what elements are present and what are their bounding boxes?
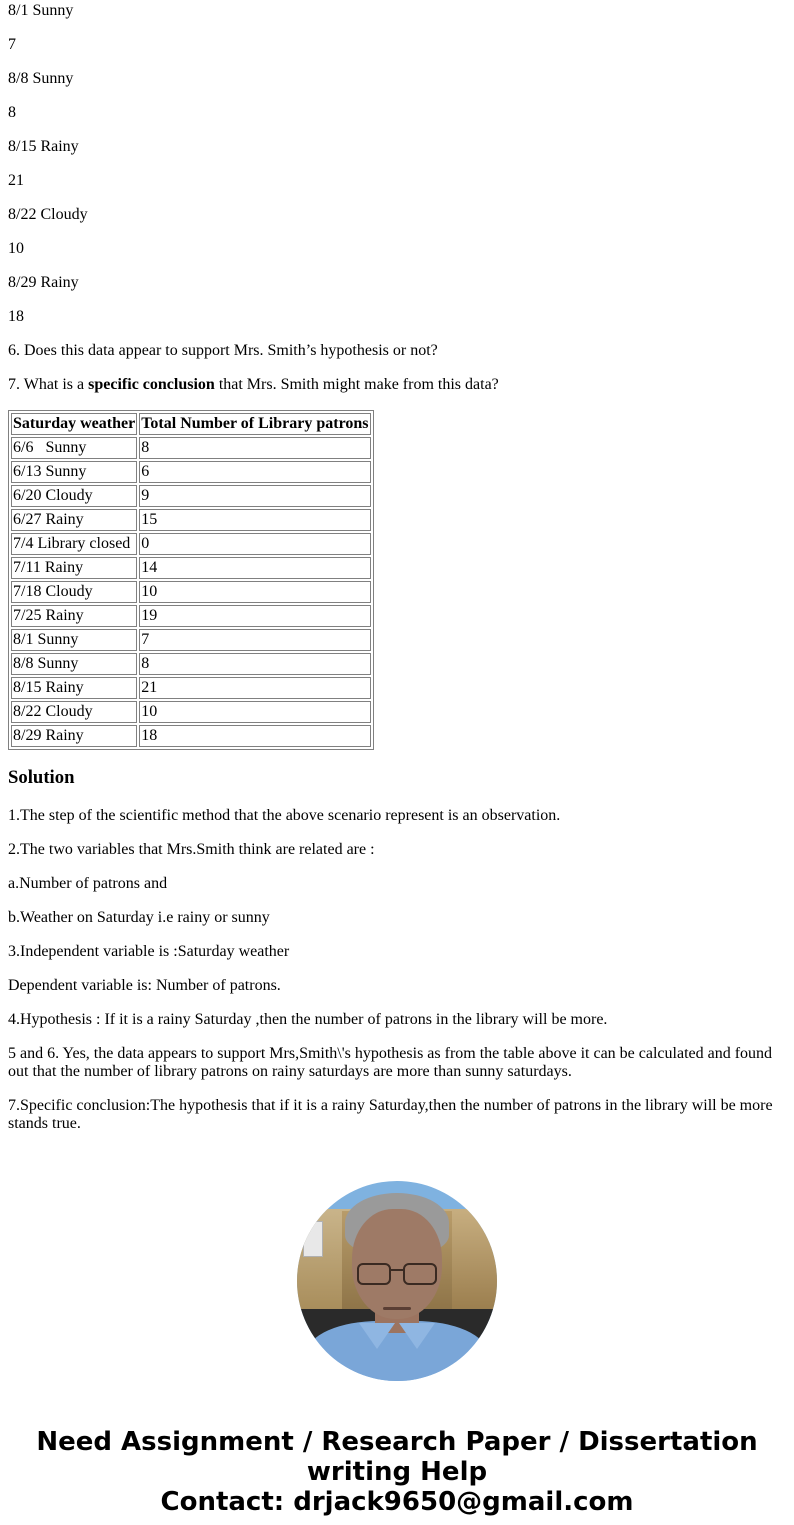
header-total-patrons: Total Number of Library patrons [139,413,370,435]
table-row [11,629,371,651]
patrons-table [8,410,374,750]
solution-paragraph: 5 and 6. Yes, the data appears to support Mrs,Smith\'s hypothesis as from the table above it can be calculated and found out that the number of library patrons on rainy saturdays are more than sunny saturdays. [8,1045,773,1080]
avatar [297,1181,497,1381]
cell-weather: 6/20 Cloudy [11,485,137,507]
question-7-prefix: 7. What is a [8,376,89,393]
table-header-row [11,413,371,435]
question-6: 6. Does this data appear to support Mrs. Smith’s hypothesis or not? [8,342,438,359]
document-body [0,2,794,1133]
cell-patrons: 8 [139,437,370,459]
table-row [11,533,371,555]
cell-patrons: 8 [139,653,370,675]
cell-patrons: 9 [139,485,370,507]
table-row [11,581,371,603]
cell-patrons: 7 [139,629,370,651]
cell-weather: 7/25 Rainy [11,605,137,627]
table-row [11,485,371,507]
cell-weather: 8/1 Sunny [11,629,137,651]
preamble-line: 7 [8,36,16,53]
cell-weather: 6/13 Sunny [11,461,137,483]
solution-paragraph: a.Number of patrons and [8,875,168,892]
cell-weather: 7/11 Rainy [11,557,137,579]
solution-paragraph: 1.The step of the scientific method that the above scenario represent is an observation. [8,807,561,824]
author-photo-container [0,1181,794,1381]
cell-weather: 6/27 Rainy [11,509,137,531]
question-7-emphasis: specific conclusion [88,376,215,393]
cell-patrons: 18 [139,725,370,747]
table-row [11,725,371,747]
cell-weather: 8/8 Sunny [11,653,137,675]
promo-contact: Contact: drjack9650@gmail.com [160,1487,634,1517]
promo-line-2: writing Help [306,1457,488,1487]
preamble-line: 8/1 Sunny [8,2,74,19]
table-row [11,701,371,723]
preamble-line: 8 [8,104,16,121]
solution-paragraph: 3.Independent variable is :Saturday weather [8,943,290,960]
preamble-line: 21 [8,172,24,189]
preamble-line: 8/8 Sunny [8,70,74,87]
header-saturday-weather: Saturday weather [11,413,137,435]
cell-patrons: 10 [139,701,370,723]
preamble-line: 8/22 Cloudy [8,206,88,223]
table-row [11,653,371,675]
solution-paragraph: 4.Hypothesis : If it is a rainy Saturday ,then the number of patrons in the library will be more. [8,1011,608,1028]
cell-weather: 7/4 Library closed [11,533,137,555]
preamble-line: 18 [8,308,24,325]
preamble-line: 10 [8,240,24,257]
cell-patrons: 6 [139,461,370,483]
table-row [11,437,371,459]
table-row [11,509,371,531]
preamble-line: 8/15 Rainy [8,138,79,155]
promo-line-1: Need Assignment / Research Paper / Dissertation [36,1427,758,1457]
solution-paragraph: Dependent variable is: Number of patrons. [8,977,281,994]
table-row [11,557,371,579]
solution-paragraph: b.Weather on Saturday i.e rainy or sunny [8,909,270,926]
solution-paragraph: 2.The two variables that Mrs.Smith think are related are : [8,841,375,858]
cell-patrons: 21 [139,677,370,699]
cell-weather: 7/18 Cloudy [11,581,137,603]
cell-weather: 8/29 Rainy [11,725,137,747]
cell-patrons: 19 [139,605,370,627]
table-row [11,605,371,627]
cell-weather: 8/22 Cloudy [11,701,137,723]
solution-paragraph: 7.Specific conclusion:The hypothesis that if it is a rainy Saturday,then the number of patrons in the library will be more stands true. [8,1097,773,1132]
cell-patrons: 0 [139,533,370,555]
question-7-suffix: that Mrs. Smith might make from this data? [214,376,499,393]
cell-weather: 6/6 Sunny [11,437,137,459]
cell-patrons: 14 [139,557,370,579]
cell-patrons: 15 [139,509,370,531]
solution-heading: Solution [8,767,75,788]
promo-banner [0,1427,794,1517]
preamble-line: 8/29 Rainy [8,274,79,291]
cell-weather: 8/15 Rainy [11,677,137,699]
table-row [11,677,371,699]
cell-patrons: 10 [139,581,370,603]
question-7 [8,376,786,394]
table-row [11,461,371,483]
